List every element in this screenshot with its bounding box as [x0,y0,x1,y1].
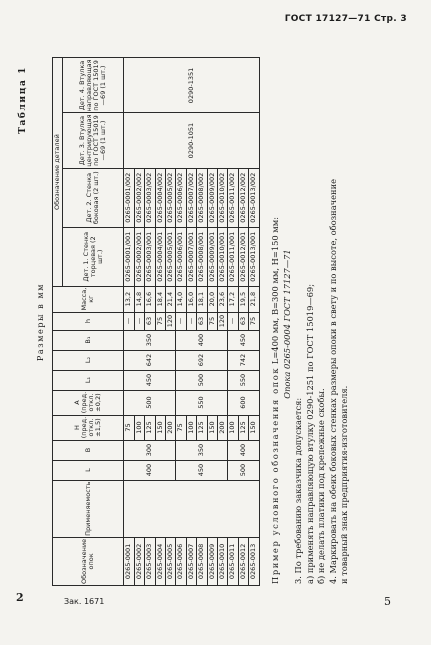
table-cell: 75 [249,312,259,330]
table-cell: 21,4 [166,286,176,312]
table-cell: 16,0 [186,286,196,312]
table-cell: 0265-0007/002 [186,168,196,227]
table-cell: 100 [186,415,196,440]
table-cell: 0265-0005/002 [166,168,176,227]
note-3b: б) не делать платики под крепежные скобы. [316,388,326,584]
table-cell: 500 [124,390,176,415]
table-cell: 450 [176,460,228,480]
table-cell: 400 [228,440,259,460]
table-cell: 75 [155,312,165,330]
table-cell: 100 [134,415,144,440]
table-cell: 63 [197,312,207,330]
table-cell: 19,5 [238,286,248,312]
table-cell: 0265-0010 [218,537,228,585]
col-header: Дет. 2. Стенка боковая (2 шт.) [63,168,124,227]
table-cell: 120 [218,312,228,330]
col-header: Масса, кг [53,286,124,312]
table-cell: 75 [176,415,186,440]
table-cell: 63 [145,312,155,330]
table-cell: — [228,312,238,330]
table-cell: — [134,312,144,330]
col-header: h [53,312,124,330]
table-cell: 13,2 [124,286,134,312]
col-header: L₁ [53,370,124,390]
col-header: B₁ [53,330,124,350]
table-cell: 125 [238,415,248,440]
table-cell: 400 [176,330,228,350]
table-cell: 0265-0005/001 [166,227,176,286]
note-3a: а) применять направляющую втулку 0290-1251 по ГОСТ 15019—69; [304,284,315,584]
table-cell: 400 [124,460,176,480]
table-cell: 0265-0008/002 [197,168,207,227]
table-cell: 642 [124,350,176,370]
table-cell: 17,2 [228,286,238,312]
col-header: Применяемость [53,480,124,537]
col-header: Дет. 3. Втулка центрирующая по ГОСТ 15019—69 (1 шт.) [63,113,124,168]
table-cell: 0265-0012/001 [238,227,248,286]
note-4b: и товарный знак предприятия-изготовителя. [339,385,349,584]
col-header: B [53,440,124,460]
col-header: L [53,460,124,480]
note-3: 3. По требованию заказчика допускается: [293,397,303,584]
dimensions-table [52,57,260,586]
table-cell: 75 [124,415,134,440]
table-cell: 600 [228,390,259,415]
table-cell: — [176,312,186,330]
table-cell: 0265-0010/002 [218,168,228,227]
table-cell: 21,8 [249,286,259,312]
table-cell: 0265-0011/001 [228,227,238,286]
table-cell: 0265-0013/002 [249,168,259,227]
table-cell: 200 [218,415,228,440]
example-rest: L=400 мм, B=300 мм, H=150 мм: [270,216,280,365]
table-cell: 0290-1051 [124,113,259,168]
table-cell: 75 [207,312,217,330]
table-cell: 0265-0010/001 [218,227,228,286]
table-cell: 0265-0004/001 [155,227,165,286]
table-caption: Размеры в мм [36,282,45,362]
table-cell: 0290-1351 [124,58,259,113]
table-cell: 350 [176,440,228,460]
table-cell: 0265-0013 [249,537,259,585]
table-cell: 0265-0006/002 [176,168,186,227]
table-cell: 14,8 [134,286,144,312]
table-cell: 125 [197,415,207,440]
table-cell: 63 [238,312,248,330]
col-header: Обозначение опок [53,537,124,585]
table-cell: 0265-0009/001 [207,227,217,286]
col-header: Дет. 4. Втулка направляющая по ГОСТ 15019—69 (1 шт.) [63,58,124,113]
table-cell: 16,6 [145,286,155,312]
table-cell: 0265-0007 [186,537,196,585]
table-cell: 0265-0002/002 [134,168,144,227]
table-cell: 150 [207,415,217,440]
table-cell: 300 [124,440,176,460]
table-cell: 0265-0003/002 [145,168,155,227]
table-cell: 0265-0003 [145,537,155,585]
col-header: L₂ [53,350,124,370]
table-cell: 0265-0011 [228,537,238,585]
table-cell: 450 [228,330,259,350]
example-line [270,64,282,584]
table-cell: 0265-0005 [166,537,176,585]
table-cell: 18,4 [155,286,165,312]
table-cell: 0265-0008/001 [197,227,207,286]
table-cell: 0265-0013/001 [249,227,259,286]
table-cell: 100 [228,415,238,440]
table-cell: 0265-0001/001 [124,227,134,286]
table-cell: 0265-0006/001 [176,227,186,286]
table-cell: 0265-0006 [176,537,186,585]
table-cell: 742 [228,350,259,370]
table-cell: — [186,312,196,330]
table-cell: 0265-0002/001 [134,227,144,286]
table-cell: — [124,312,134,330]
order-number: Зак. 1671 [64,597,105,606]
table-cell: 0265-0001 [124,537,134,585]
table-cell: 0265-0009 [207,537,217,585]
notes [270,64,351,584]
table-cell: 0265-0008 [197,537,207,585]
table-cell: 0265-0007/001 [186,227,196,286]
note-4: 4. Маркировать на обеих боковых стенках размеры опоки в свету и по высоте, обозначение [327,178,338,584]
table-cell: 150 [249,415,259,440]
page-header: ГОСТ 17127—71 Стр. 3 [284,14,407,24]
table-cell: 200 [166,415,176,440]
table-row [124,58,134,586]
table-cell: 450 [124,370,176,390]
table-title: Таблица 1 [18,66,28,134]
table-cell: 500 [228,460,259,480]
table-cell: 692 [176,350,228,370]
col-header: H (пред. откл. ±1,5) [53,415,124,440]
example-code: Опока 0265-0004 ГОСТ 17127—71 [281,249,292,399]
table-cell: 550 [228,370,259,390]
table-cell: 350 [124,330,176,350]
group-header: Обозначение деталей [53,58,63,286]
table-cell: 0265-0012 [238,537,248,585]
table-cell: 0265-0001/002 [124,168,134,227]
col-header: A (пред. откл. ±0,2) [53,390,124,415]
table-cell: 0265-0009/002 [207,168,217,227]
col-header: Дет. 1. Стенка торцевая (2 шт.) [63,227,124,286]
table-cell: 150 [155,415,165,440]
table-cell: 0265-0002 [134,537,144,585]
table-cell: 23,6 [218,286,228,312]
page-number-right: 5 [384,595,391,608]
example-label: Пример условного обозначения опок [270,366,280,584]
table-cell: 18,1 [197,286,207,312]
table-body [124,58,259,586]
table-cell: 550 [176,390,228,415]
rotated-content [8,52,408,592]
table-cell: 0265-0012/002 [238,168,248,227]
table-cell: 0265-0004 [155,537,165,585]
table-cell: 0265-0004/002 [155,168,165,227]
table-cell: 14,0 [176,286,186,312]
table-cell: 0265-0011/002 [228,168,238,227]
table-cell: 20,0 [207,286,217,312]
table-cell: 500 [176,370,228,390]
table-cell: 120 [166,312,176,330]
table-cell: 125 [145,415,155,440]
table-cell: 0265-0003/001 [145,227,155,286]
table-cell [124,480,259,537]
page-number-left: 2 [16,591,24,604]
